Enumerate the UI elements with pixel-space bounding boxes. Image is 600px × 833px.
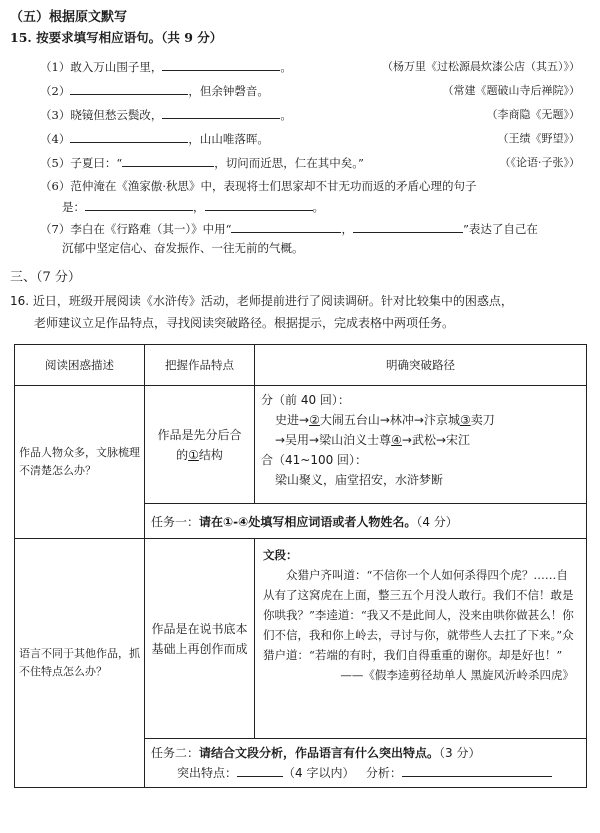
answer-blank[interactable] — [162, 106, 280, 119]
q15-item-6-line2 — [62, 198, 324, 215]
item-text: 子夏曰：“ — [70, 156, 123, 170]
answer-blank[interactable] — [231, 220, 341, 233]
answer-blank[interactable] — [162, 58, 280, 71]
task-2 — [145, 739, 587, 788]
q15-item-7-line1 — [40, 220, 585, 237]
task-points: （4 分） — [416, 514, 458, 529]
item-text: ， — [341, 222, 353, 236]
q15-item-7-line2: 沉郁中坚定信心、奋发振作、一往无前的气概。 — [62, 241, 304, 255]
item-text: 敢入万山围子里， — [70, 60, 163, 74]
item-text: 晓镜但愁云鬓改， — [70, 108, 163, 122]
path-heading: 分（前 40 回）： — [261, 393, 350, 407]
answer-blank[interactable] — [353, 220, 463, 233]
path-heading: 合（41~100 回）： — [261, 453, 368, 467]
answer-blank[interactable] — [70, 130, 188, 143]
task-2-heading — [151, 743, 586, 763]
blank-marker-4[interactable]: ④ — [391, 433, 402, 447]
answer-blank[interactable] — [122, 154, 214, 167]
item-text: 。 — [312, 200, 324, 214]
blank-marker-2[interactable]: ② — [309, 413, 320, 427]
table-row-2 — [15, 539, 587, 739]
task-label: 任务一： — [151, 514, 200, 529]
feature-text: 作品是先分后合 — [157, 427, 242, 442]
feature-text: 结构 — [198, 447, 223, 462]
path-text: 大闹五台山→林冲→汴京城 — [319, 413, 460, 427]
item-number: （4） — [40, 132, 71, 146]
q15-item-6-line1: （6）范仲淹在《渔家傲·秋思》中，表现将士们思家却不甘无功而返的矛盾心理的句子 — [40, 179, 477, 193]
item-text: ”表达了自己在 — [462, 222, 538, 236]
analysis-label: 分析： — [365, 766, 402, 780]
question-16-line2: 老师建议立足作品特点，寻找阅读突破路径。根据提示，完成表格中两项任务。 — [34, 316, 455, 330]
answer-blank[interactable] — [70, 82, 188, 95]
feature-2: 作品是在说书底本基础上再创作而成 — [145, 539, 255, 739]
question-15-title: 15. 按要求填写相应语句。（共 9 分） — [10, 30, 223, 45]
passage — [255, 539, 587, 739]
path-1 — [255, 386, 587, 504]
blank-marker-1[interactable]: ① — [188, 447, 199, 462]
path-text: →武松→宋江 — [401, 433, 471, 447]
path-text: 梁山聚义，庙堂招安，水浒梦断 — [275, 473, 444, 487]
feature-structure — [145, 445, 254, 465]
q15-source-2: （常建《题破山寺后禅院》） — [442, 84, 580, 97]
reading-table — [14, 344, 587, 788]
item-text: 是： — [62, 200, 85, 214]
item-text: ， — [193, 200, 205, 214]
path-sequence-1 — [261, 410, 580, 430]
item-text: 。 — [280, 60, 292, 74]
item-text: ，山山唯落晖。 — [188, 132, 269, 146]
item-number: （3） — [40, 108, 71, 122]
task-label: 任务二： — [151, 746, 200, 760]
table-header-row — [15, 345, 587, 386]
passage-citation: ——《假李逵剪径劫单人 黑旋风沂岭杀四虎》 — [340, 668, 574, 682]
answer-blank[interactable] — [205, 198, 313, 211]
q15-source-1: （杨万里《过松源晨炊漆公店（其五）》） — [382, 60, 580, 73]
q15-source-5: （《论语·子张》） — [499, 156, 580, 169]
blank-marker-3[interactable]: ③ — [459, 413, 471, 427]
item-text: ，切问而近思，仁在其中矣。” — [214, 156, 364, 170]
table-row-1 — [15, 386, 587, 504]
item-number: （1） — [40, 60, 71, 74]
passage-title: 文段： — [263, 548, 298, 562]
q15-source-4: （王绩《野望》） — [497, 132, 580, 145]
q15-source-3: （李商隐《无题》） — [486, 108, 580, 121]
confusion-2: 语言不同于其他作品，抓不住特点怎么办？ — [15, 539, 145, 788]
section-title-3: 三、（7 分） — [10, 270, 81, 285]
item-text: 。 — [280, 108, 292, 122]
item-number: （2） — [40, 84, 71, 98]
path-text: 卖刀 — [470, 413, 495, 427]
fill-hint: （4 字以内） — [283, 766, 355, 780]
task-text: 请结合文段分析，作品语言有什么突出特点。 — [199, 746, 440, 760]
section-title-5: （五）根据原文默写 — [10, 10, 128, 25]
feature-1 — [145, 386, 255, 504]
fill-label: 突出特点： — [177, 766, 238, 780]
path-text: →吴用→梁山泊义士尊 — [275, 433, 392, 447]
item-number: （5） — [40, 156, 71, 170]
header-path: 明确突破路径 — [255, 345, 587, 386]
header-feature: 把握作品特点 — [145, 345, 255, 386]
path-text: 史进→ — [275, 413, 310, 427]
confusion-1: 作品人物众多，文脉梳理不清楚怎么办？ — [15, 386, 145, 539]
analysis-answer-blank[interactable] — [402, 764, 552, 777]
task-text: 请在①-④处填写相应词语或者人物姓名。 — [199, 514, 417, 529]
answer-blank[interactable] — [85, 198, 193, 211]
passage-body: 众猎户齐叫道：“不信你一个人如何杀得四个虎？……自从有了这窝虎在上面，整三五个月没人敢行。我们不信！敢是你哄我？”李逵道：“我又不是此间人，没来由哄你做甚么！你们不信，我和你上岭去，寻讨与你，就带些人去扛了下来。”众猎户道：“若端的有时，我们自得重重的谢你。却是好也！” — [263, 568, 574, 662]
header-confusion: 阅读困惑描述 — [15, 345, 145, 386]
item-text: （7）李白在《行路难（其一）》中用“ — [40, 222, 232, 236]
feature-answer-blank[interactable] — [237, 764, 283, 777]
feature-text: 的 — [176, 447, 189, 462]
task-2-fill — [151, 763, 586, 783]
task-points: （3 分） — [439, 746, 481, 760]
task-1 — [145, 504, 587, 539]
item-text: ，但余钟磬音。 — [188, 84, 269, 98]
path-sequence-2 — [261, 430, 580, 450]
question-16-line1: 16. 近日，班级开展阅读《水浒传》活动，老师提前进行了阅读调研。针对比较集中的困惑点， — [10, 294, 513, 308]
